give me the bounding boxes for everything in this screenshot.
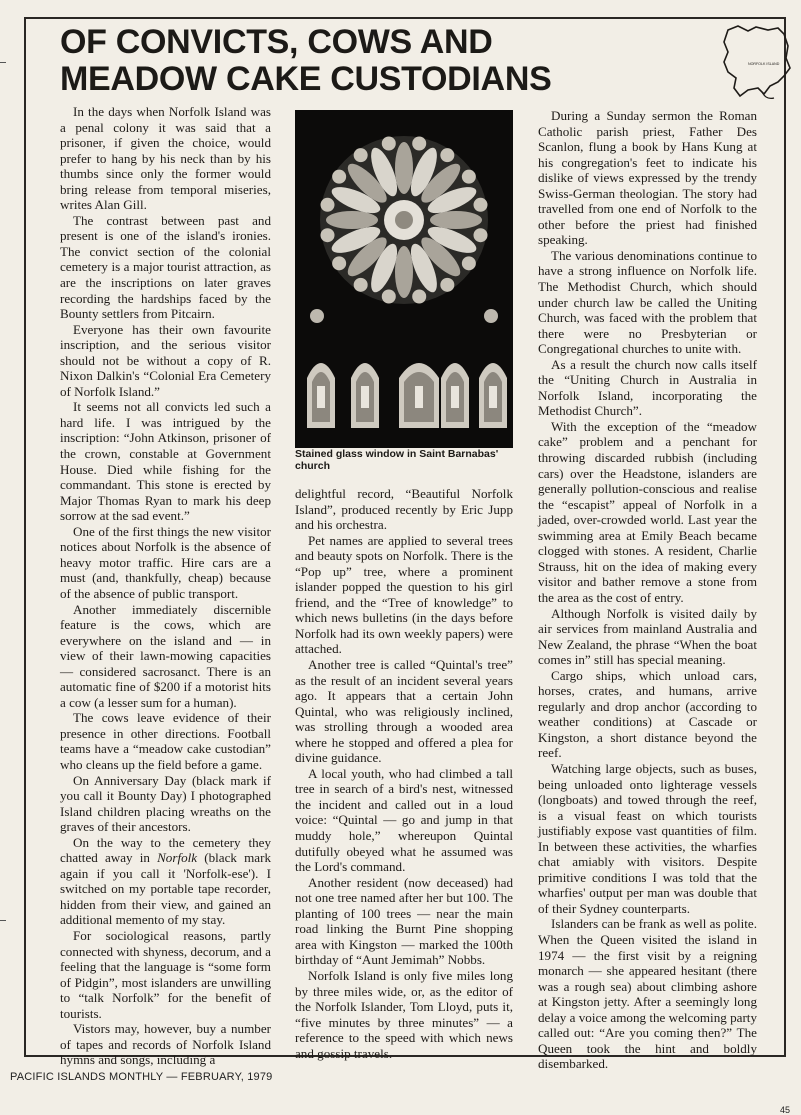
column-2 [295,486,513,1061]
lancet-window [307,363,335,428]
side-ornament-right [484,309,498,323]
lancet-window [399,363,439,428]
rose-roundel [412,290,426,304]
page-number: 45 [780,1105,791,1115]
rose-roundel [462,256,476,270]
col2-paragraph: Another tree is called “Quintal's tree” as the result of an incident several years ago. It appears that a certain John Quintal, who was religiously inclined, was strolling through a wooded area where he stopped and offered a plea for divine guidance. [295,657,513,766]
rose-roundel [320,198,334,212]
rose-roundel [412,136,426,150]
rose-petal [395,142,413,194]
rose-roundel [332,170,346,184]
col3-paragraph: Although Norfolk is visited daily by air services from mainland Australia and New Zealand, the phrase “When the boat comes in” still has special meaning. [538,605,757,668]
col1-paragraph: Everyone has their own favourite inscription, and the serious visitor should not be without a copy of R. Nixon Dalkin's “Colonial Era Cemetery of Norfolk Island.” [60,321,271,399]
article-headline [60,24,700,98]
publication-footer: PACIFIC ISLANDS MONTHLY — FEBRUARY, 1979 [10,1071,273,1083]
margin-rule-top [0,62,6,63]
rose-roundel [320,228,334,242]
col3-paragraph: The various denominations continue to have a strong influence on Norfolk life. The Methodist Church, which should under church law be called the Uniting Church, was faced with the problem that there were no Presbyterian or Congregational churches to unite with. [538,247,757,357]
col2-paragraph: delightful record, “Beautiful Norfolk Island”, produced recently by Eric Jupp and his orchestra. [295,486,513,533]
col1-paragraph: Another immediately discernible feature is the cows, which are everywhere on the island and — in view of their lawn-mowing capacities — considered sacrosanct. There is an automatic fine of $200 if a motorist hits a cow (a lesser sum for a human). [60,601,271,710]
rose-roundel [382,136,396,150]
rose-roundel [354,278,368,292]
col3-paragraph: As a result the church now calls itself the “Uniting Church in Australia in Norfolk Island, incorporating the Methodist Church”. [538,356,757,419]
col1-paragraph: In the days when Norfolk Island was a penal colony it was said that a prisoner, if given the choice, would prefer to hang by his neck than by his thumbs since only the former would bring release from temporal miseries, writes Alan Gill. [60,104,271,213]
col1-paragraph: The contrast between past and present is one of the island's ironies. The convict section of the colonial cemetery is a major tourist attraction, as are the inscriptions on later graves recording the hardships faced by the Bounty settlers from Pitcairn. [60,212,271,322]
col1-paragraph: For sociological reasons, partly connected with shyness, decorum, and a feeling that the language is “some form of Pidgin”, most islanders are unwilling to “talk Norfolk” for the benefit of tourists. [60,927,271,1021]
column-1 [60,104,271,1068]
col3-paragraph: With the exception of the “meadow cake” problem and a penchant for throwing discarded rubbish (including cars) over the Headstone, islanders are generally pollution-conscious and realise the “escapist” appeal of Norfolk in a jaded, over-crowded world. Last year the swimming area at Emily Beach became clogged with stones. A resident, Charlie Strauss, hit on the idea of making every visitor and bather remove a stone from the area as the cost of entry. [538,418,757,605]
col1-paragraph: It seems not all convicts led such a hard life. I was intrigued by the inscription: “John Atkinson, prisoner of the crown, constable at Government House. Died while fishing for the commandant. This stone is erected by Major Thomas Ryan to mark his deep sorrow at the sad event.” [60,399,271,524]
rose-roundel [462,170,476,184]
column-3 [538,108,757,1072]
col1-paragraph: Vistors may, however, buy a number of tapes and records of Norfolk Island hymns and songs, including a [60,1021,271,1068]
photo-caption: Stained glass window in Saint Barnabas' church [295,448,499,472]
headline-line-2: MEADOW CAKE CUSTODIANS [60,60,552,98]
lancet-window [351,363,379,428]
col1-paragraph: On the way to the cemetery they chatted away in Norfolk (black mark again if you call it 'Norfolk-ese'). I switched on my portable tape recorder, hidden from their view, and gained an additional memento of my stay. [60,834,271,928]
col1-paragraph: On Anniversary Day (black mark if you call it Bounty Day) I photographed Island children placing wreaths on the graves of their ancestors. [60,772,271,835]
rose-roundel [440,148,454,162]
rose-window [320,136,488,304]
col3-paragraph: Watching large objects, such as buses, being unloaded onto lighterage vessels (longboats) and towed through the reef, is a visual feast on which tourists justifiably expose vast quantities of film. In between these activities, the wharfies chat amiably with visitors. Despite primitive conditions I was told that the wharfies' output per man was double that of their Sydney counterparts. [538,760,757,916]
col3-paragraph: Islanders can be frank as well as polite. When the Queen visited the island in 1974 — the first visit by a reigning monarch — she appeared hesitant (there was a rough sea) about climbing ashore at Kingston jetty. After a seemingly long delay a voice among the welcoming party called out: “Are you coming then?” The Queen took the hint and boldly disembarked. [538,916,757,1072]
side-ornament-left [310,309,324,323]
col2-paragraph: Norfolk Island is only five miles long by three miles wide, or, as the editor of the Norfolk Islander, Tom Lloyd, puts it, “five minutes by three minutes” — a reference to the speed with which news and gossip travels. [295,967,513,1061]
col3-paragraph: Cargo ships, which unload cars, horses, crates, and humans, arrive regularly and drop anchor (according to weather conditions) at Cascade or Kingston, a short distance beyond the reef. [538,667,757,761]
col2-paragraph: Another resident (now deceased) had not one tree named after her but 100. The planting of 100 trees — near the main road linking the Burnt Pine shopping area with Kingston — marked the 100th birthday of “Aunt Jemimah” Nobbs. [295,874,513,968]
col1-paragraph: One of the first things the new visitor notices about Norfolk is the absence of heavy motor traffic. Hire cars are a must (and, thankfully, cheap) because of the absence of public transport. [60,523,271,601]
lancet-window [479,363,507,428]
col2-paragraph: Pet names are applied to several trees and beauty spots on Norfolk. There is the “Pop up” tree, where a prominent islander popped the question to his girl friend, and the “Tree of knowledge” to which news bulletins (in the days before Norfolk had its own weekly papers) were attached. [295,532,513,657]
rose-roundel [332,256,346,270]
margin-rule-bottom [0,920,6,921]
rose-roundel [474,228,488,242]
rose-petal [395,246,413,298]
rose-roundel [474,198,488,212]
rose-petal [430,211,482,229]
rose-roundel [354,148,368,162]
norfolk-island-map-icon [718,22,792,104]
headline-line-1: OF CONVICTS, COWS AND [60,23,493,61]
rose-roundel [382,290,396,304]
col2-paragraph: A local youth, who had climbed a tall tree in search of a bird's nest, witnessed the incident and called out in a loud voice: “Quintal — go and jump in that muddy hole,” whereupon Quintal dutifully obeyed what he assumed was the Lord's command. [295,765,513,875]
rose-roundel [440,278,454,292]
col1-paragraph: The cows leave evidence of their presence in other directions. Football teams have a “meadow cake custodian” who cleans up the field before a game. [60,710,271,772]
rose-petal [326,211,378,229]
map-label: NORFOLK ISLAND [748,62,780,66]
lancet-window [441,363,469,428]
col3-paragraph: During a Sunday sermon the Roman Catholic parish priest, Father Des Scanlon, flung a book by Hans Kung at his congregation's feet to indicate his dislike of views expressed by the trendy Swiss-German theologian. The story had travelled from one end of Norfolk to the other before the priest had finished speaking. [538,108,757,248]
stained-glass-photo [295,110,513,448]
